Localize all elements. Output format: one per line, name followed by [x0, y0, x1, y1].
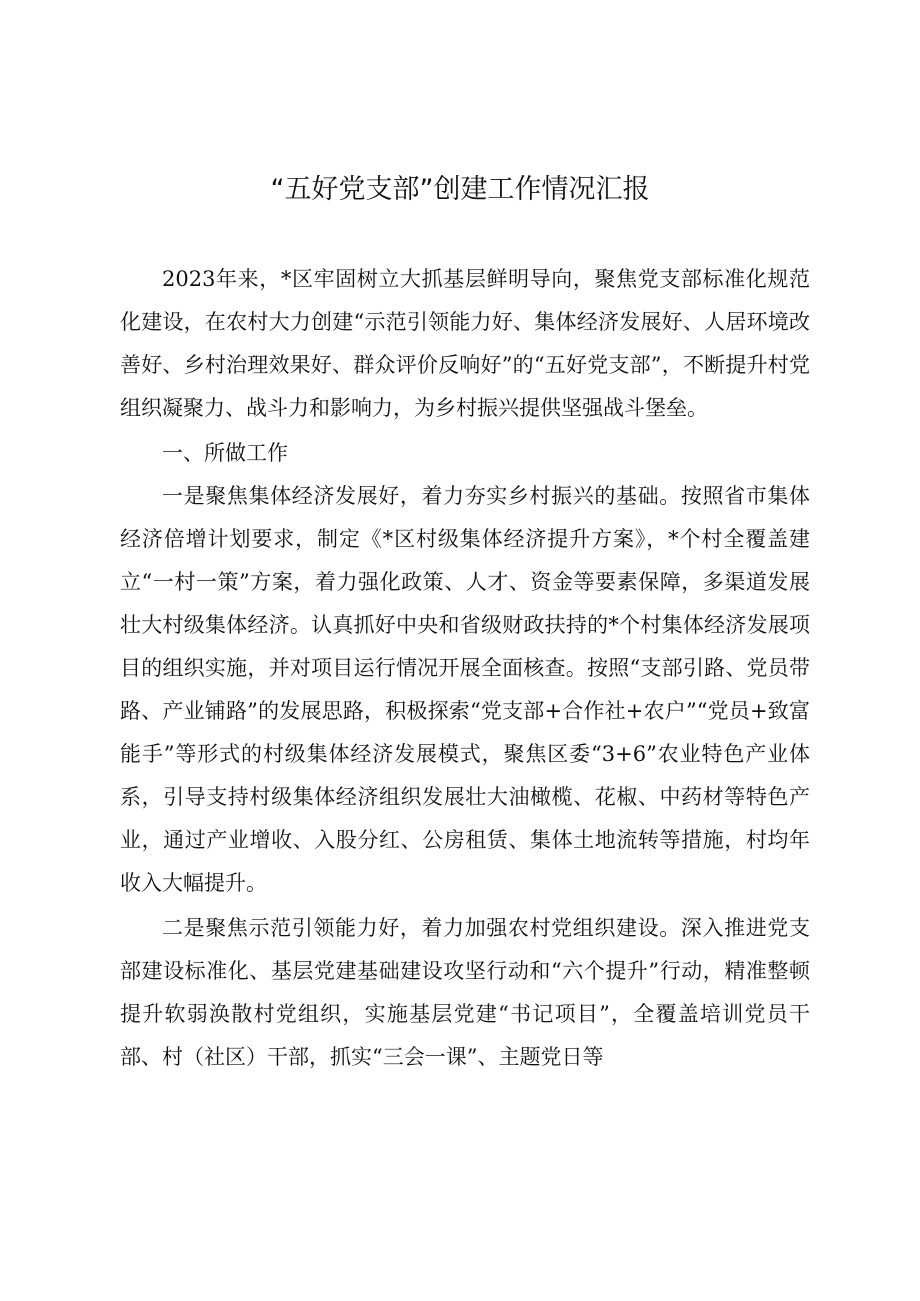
paragraph-party-organization: 二是聚焦示范引领能力好，着力加强农村党组织建设。深入推进党支部建设标准化、基层党建基础建设攻坚行动和“六个提升”行动，精准整顿提升软弱涣散村党组织，实施基层党建“书记项目”，全覆盖培训党员干部、村（社区）干部，抓实“三会一课”、主题党日等	[120, 916, 810, 1069]
paragraph-collective-economy: 一是聚焦集体经济发展好，着力夯实乡村振兴的基础。按照省市集体经济倍增计划要求，制定《*区村级集体经济提升方案》，*个村全覆盖建立“一村一策”方案，着力强化政策、人才、资金等要素保障，多渠道发展壮大村级集体经济。认真抓好中央和省级财政扶持的*个村集体经济发展项目的组织实施，并对项目运行情况开展全面核查。按照“支部引路、党员带路、产业铺路”的发展思路，积极探索“党支部+合作社+农户”“党员+致富能手”等形式的村级集体经济发展模式，聚焦区委“3+6”农业特色产业体系，引导支持村级集体经济组织发展壮大油橄榄、花椒、中药材等特色产业，通过产业增收、入股分红、公房租赁、集体土地流转等措施，村均年收入大幅提升。	[120, 484, 810, 895]
document-body	[120, 258, 810, 1079]
section-heading: 一、所做工作	[162, 441, 288, 465]
document-title: “五好党支部”创建工作情况汇报	[270, 174, 650, 205]
intro-paragraph: 2023年来，*区牢固树立大抓基层鲜明导向，聚焦党支部标准化规范化建设，在农村大力创建“示范引领能力好、集体经济发展好、人居环境改善好、乡村治理效果好、群众评价反响好”的“五好党支部”，不断提升村党组织凝聚力、战斗力和影响力，为乡村振兴提供坚强战斗堡垒。	[120, 267, 810, 420]
